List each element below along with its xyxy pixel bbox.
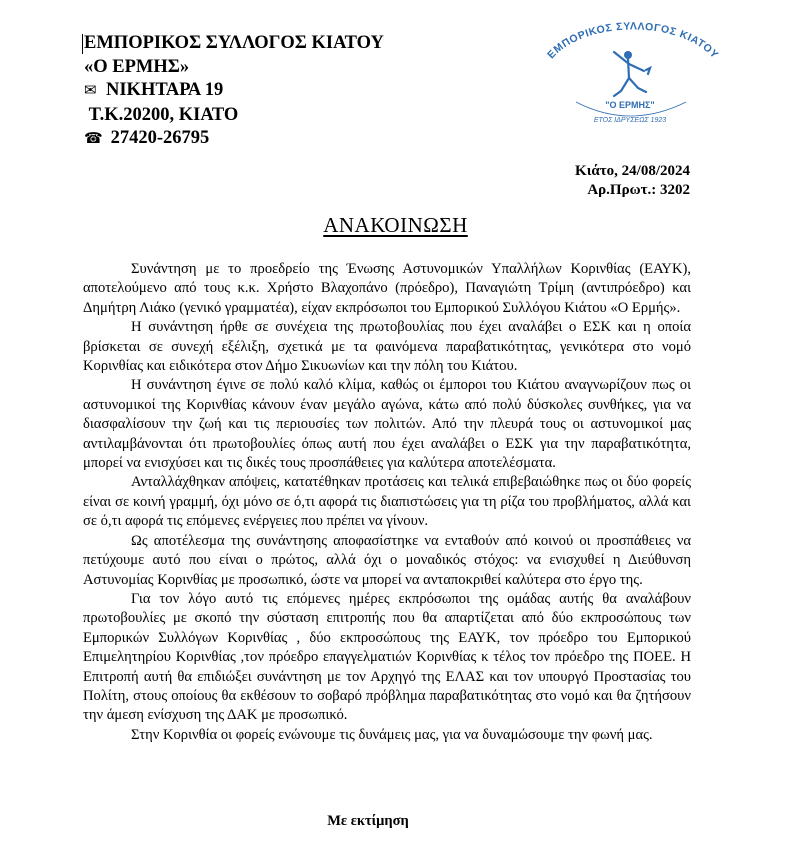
protocol-number: Αρ.Πρωτ.: 3202 bbox=[587, 182, 690, 198]
association-logo bbox=[530, 22, 730, 132]
paragraph: Η συνάντηση έγινε σε πολύ καλό κλίμα, καθώς οι έμποροι του Κιάτου αναγνωρίζουν πως οι αστυνομικοί της Κορινθίας κάνουν έναν μεγάλο αγώνα, κάτω από πολύ δύσκολες συνθήκες, για να διασφαλίσουν την ζωή και τις περιουσίες των πολιτών. Από την πλευρά τους οι αστυνομικοί μας αντιλαμβάνονται ότι πρωτοβουλίες όπως αυτή που έχει αναλάβει ο ΕΣΚ για την παραβατικότητα, μπορεί να ενισχύσει και τις δικές τους προσπάθειες για καλύτερα αποτελέσματα. bbox=[83, 377, 691, 472]
phone-icon: ☎ bbox=[84, 131, 103, 147]
text-cursor bbox=[82, 34, 83, 54]
association-nickname: «Ο ΕΡΜΗΣ» bbox=[84, 56, 190, 77]
paragraph: Η συνάντηση ήρθε σε συνέχεια της πρωτοβουλίας που έχει αναλάβει ο ΕΣΚ και η οποία βρίσκεται σε συνεχή εξέλιξη, σχετικά με τα φαινόμενα παραβατικότητας, γενικότερα στο νομό Κορινθίας και ειδικότερα στον Δήμο Σικυωνίων και την πόλη του Κιάτου. bbox=[83, 319, 691, 375]
postal-line bbox=[84, 104, 384, 128]
announcement-body bbox=[83, 260, 691, 745]
logo-founded: ΕΤΟΣ ΙΔΡΥΣΕΩΣ 1923 bbox=[593, 117, 667, 124]
paragraph: Συνάντηση με το προεδρείο της Ένωσης Αστυνομικών Υπαλλήλων Κορινθίας (ΕΑΥΚ), αποτελούμενο από τους κ.κ. Χρήστο Βλαχοπάνο (πρόεδρο), Παναγιώτη Τρίμη (αντιπρόεδρο) και Δημήτρη Λιάκο (γενικό γραμματέα), είχαν εκπρόσωποι του Εμπορικού Συλλόγου Κιάτου «Ο Ερμής». bbox=[83, 261, 691, 316]
paragraph: Στην Κορινθία οι φορείς ενώνουμε τις δυνάμεις μας, για να δυναμώσουμε την φωνή μας. bbox=[131, 726, 653, 743]
paragraph: Ανταλλάχθηκαν απόψεις, κατατέθηκαν προτάσεις και τελικά επιβεβαιώθηκε πως οι δύο φορείς είναι σε κοινή γραμμή, όχι μόνο σε ό,τι αφορά τις διαπιστώσεις για τη ρίζα του προβλήματος, αλλά και σε ό,τι αφορά τις επόμενες ενέργειες που πρέπει να γίνουν. bbox=[83, 474, 691, 530]
logo-arc-text: ΕΜΠΟΡΙΚΟΣ ΣΥΛΛΟΓΟΣ ΚΙΑΤΟΥ bbox=[545, 22, 721, 62]
address-line bbox=[84, 79, 384, 104]
paragraph: Ως αποτέλεσμα της συνάντησης αποφασίστηκε να ενταθούν από κοινού οι προσπάθειες να πετύχουμε αυτό που είναι ο πρώτος, αλλά όχι ο μοναδικός στόχος: να ενισχυθεί η Διεύθυνση Αστυνομίας Κορινθίας με προσωπικό, ώστε να μπορεί να ανταποκριθεί καλύτερα στο έργο της. bbox=[83, 532, 691, 588]
letterhead bbox=[84, 32, 384, 152]
address-text: ΝΙΚΗΤΑΡΑ 19 bbox=[106, 80, 224, 100]
document-title: ΑΝΑΚΟΙΝΩΣΗ bbox=[323, 213, 468, 237]
date-line: Κιάτο, 24/08/2024 bbox=[575, 163, 690, 179]
svg-text:ΕΜΠΟΡΙΚΟΣ ΣΥΛΛΟΓΟΣ ΚΙΑΤΟΥ bbox=[545, 22, 721, 61]
closing-signature: Με εκτίμηση bbox=[327, 813, 409, 829]
phone-line bbox=[84, 127, 384, 152]
association-name: ΕΜΠΟΡΙΚΟΣ ΣΥΛΛΟΓΟΣ ΚΙΑΤΟΥ bbox=[84, 33, 384, 53]
postal-text: Τ.Κ.20200, ΚΙΑΤΟ bbox=[88, 104, 239, 125]
logo-name: "Ο ΕΡΜΗΣ" bbox=[605, 100, 655, 110]
envelope-icon: ✉ bbox=[84, 83, 97, 99]
hermes-figure-icon bbox=[614, 51, 650, 96]
paragraph: Για τον λόγο αυτό τις επόμενες ημέρες εκπρόσωποι της ομάδας αυτής θα αναλάβουν πρωτοβουλίες με σκοπό την σύσταση επιτροπής που θα απαρτίζεται από δύο εκπροσώπους των Εμπορικών Συλλόγων Κορινθίας , δύο εκπροσώπους της ΕΑΥΚ, τον πρόεδρο του Εμπορικού Επιμελητηρίου Κορινθίας ,τον πρόεδρο επαγγελματιών Κορινθίας κ τέλος τον πρόεδρο της ΠΟΕΕ. Η Επιτροπή αυτή θα επιδιώξει συνάντηση με τον Αρχηγό της ΕΛΑΣ και τον υπουργό Προστασίας του Πολίτη, στους οποίους θα εκθέσουν το σοβαρό πρόβλημα παραβατικότητας στο νομό και θα ζητήσουν την άμεση ενίσχυση της ΔΑΚ με προσωπικό. bbox=[83, 590, 691, 724]
phone-text: 27420-26795 bbox=[110, 128, 210, 148]
date-block bbox=[575, 162, 690, 200]
